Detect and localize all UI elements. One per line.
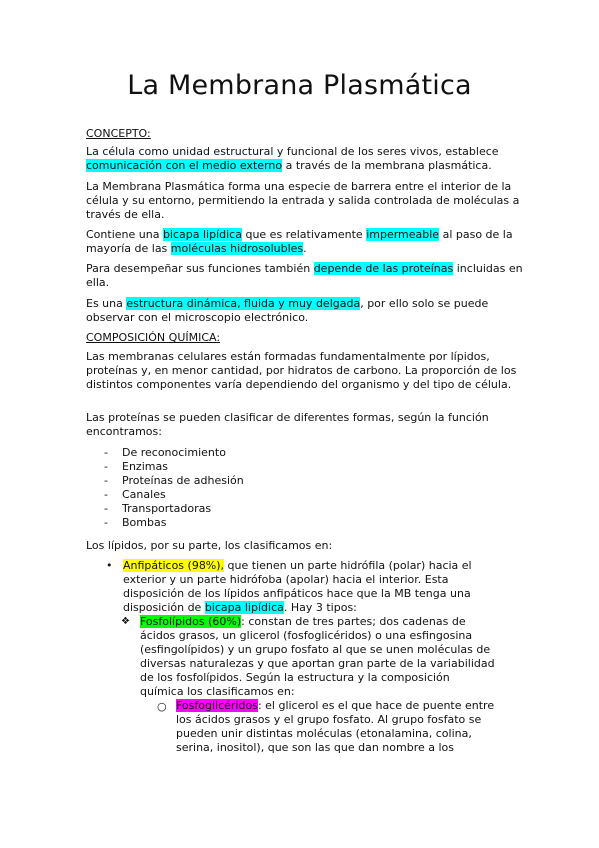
concepto-paragraph-5 (86, 297, 524, 325)
dash-bullet: - (104, 516, 108, 529)
list-item (104, 474, 244, 488)
text: La célula como unidad estructural y funcional de los seres vivos, establece (86, 145, 499, 158)
highlight: impermeable (366, 228, 440, 241)
list-item (104, 516, 166, 530)
list-item-label: Proteínas de adhesión (122, 474, 244, 487)
text: : constan de tres partes; dos cadenas de ácidos grasos, un glicerol (fosfoglicéridos) o una esfingosina (esfingolípidos) y un grupo fosfato al que se unen moléculas de diversas naturalezas y que aportan gran parte de la variabilidad de los fosfolípidos. Según la estructura y la composición química los clasificamos en: (140, 615, 495, 698)
text: . (303, 242, 307, 255)
text: Contiene una (86, 228, 163, 241)
text: al paso de la mayoría de las (86, 228, 513, 255)
concepto-paragraph-2: La Membrana Plasmática forma una especie de barrera entre el interior de la célula y su entorno, permitiendo la entrada y salida controlada de moléculas a través de ella. (86, 180, 520, 221)
text: que tienen un parte hidrófila (polar) hacia el exterior y un parte hidrófoba (apolar) hacia el interior. Esta disposición de los lípidos anfipáticos hace que la MB tenga una disposición de (123, 559, 472, 614)
section-heading-concepto: CONCEPTO: (86, 127, 151, 140)
list-item (104, 502, 211, 516)
text: incluidas en ella. (86, 262, 523, 289)
fosfogliceridos-item (176, 699, 498, 755)
list-item-label: De reconocimiento (122, 446, 226, 459)
dash-bullet: - (104, 460, 108, 473)
list-item-label: Canales (122, 488, 166, 501)
circle-bullet-icon: ○ (157, 700, 167, 713)
text: Es una (86, 297, 127, 310)
highlight: Fosfolípidos (60%) (140, 615, 242, 628)
highlight: comunicación con el medio externo (86, 159, 283, 172)
list-item-label: Bombas (122, 516, 167, 529)
dash-bullet: - (104, 488, 108, 501)
highlight: estructura dinámica, fluida y muy delgada (126, 297, 361, 310)
highlight: moléculas hidrosolubles (170, 242, 304, 255)
composicion-paragraph-1: Las membranas celulares están formadas fundamentalmente por lípidos, proteínas y, en menor cantidad, por hidratos de carbono. La proporción de los distintos componentes varía dependiendo del organismo y del tipo de célula. (86, 350, 517, 391)
fosfolipidos-item (140, 615, 495, 699)
dash-bullet: - (104, 502, 108, 515)
highlight: Fosfoglicéridos (176, 699, 258, 712)
composicion-paragraph-3: Los lípidos, por su parte, los clasificamos en: (86, 539, 333, 552)
anfipaticos-item (123, 559, 491, 615)
text: , por ello solo se puede observar con el microscopio electrónico. (86, 297, 489, 324)
section-heading-composicion: COMPOSICIÓN QUÍMICA: (86, 331, 221, 344)
highlight: bicapa lipídica (162, 228, 242, 241)
diamond-bullet-icon: ❖ (121, 616, 130, 627)
concepto-paragraph-4 (86, 262, 524, 290)
text: : el glicerol es el que hace de puente entre los ácidos grasos y el grupo fosfato. Al grupo fosfato se pueden unir distintas moléculas (etonalamina, colina, serina, inositol), que son las que dan nombre a los (176, 699, 495, 754)
list-item-label: Transportadoras (122, 502, 212, 515)
text: que es relativamente (241, 228, 367, 241)
list-item (104, 460, 168, 474)
concepto-paragraph-1 (86, 145, 524, 173)
list-item (104, 488, 166, 502)
highlight: Anfipáticos (98%), (123, 559, 225, 572)
concepto-paragraph-3 (86, 228, 524, 256)
highlight: depende de las proteínas (313, 262, 454, 275)
text: . Hay 3 tipos: (283, 601, 357, 614)
dash-bullet: - (104, 446, 108, 459)
page-title: La Membrana Plasmática (127, 70, 472, 101)
text: a través de la membrana plasmática. (282, 159, 492, 172)
list-item (104, 446, 226, 460)
text: Para desempeñar sus funciones también (86, 262, 314, 275)
list-item-label: Enzimas (122, 460, 168, 473)
highlight: bicapa lipídica (204, 601, 284, 614)
bullet-icon: • (106, 559, 113, 572)
composicion-paragraph-2: Las proteínas se pueden clasificar de diferentes formas, según la función encontramos: (86, 411, 489, 438)
dash-bullet: - (104, 474, 108, 487)
